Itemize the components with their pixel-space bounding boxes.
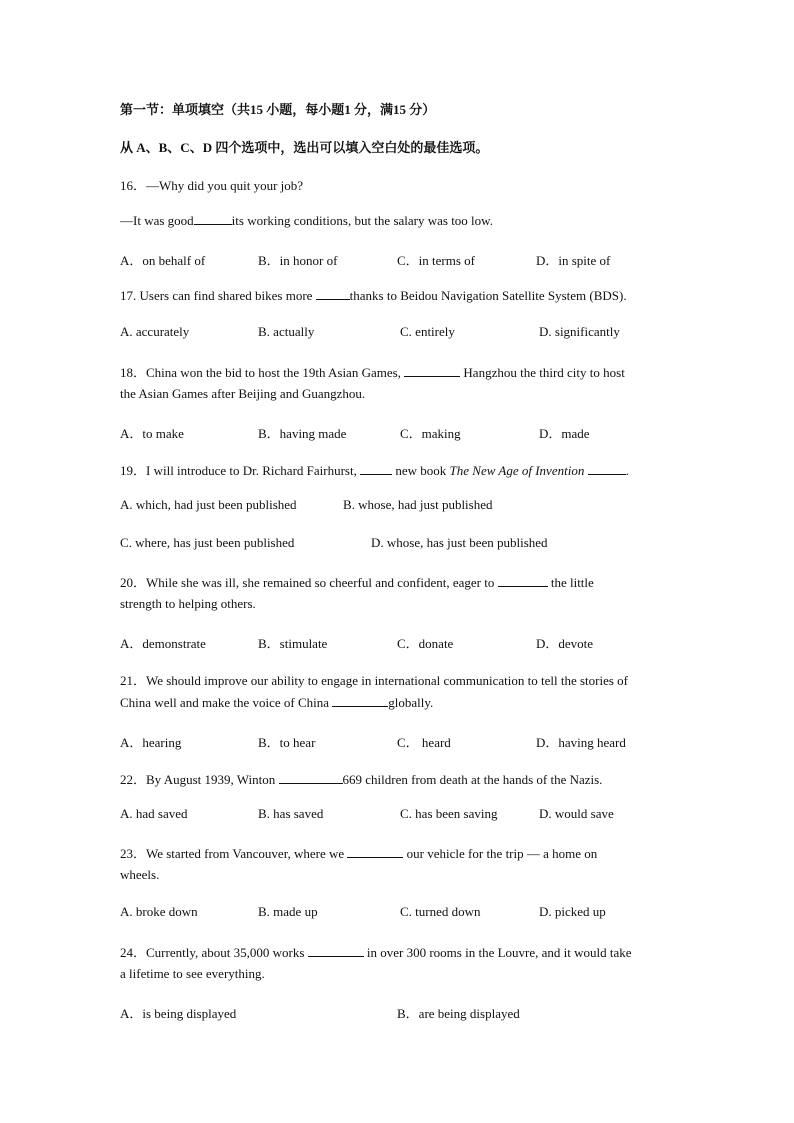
q16-option-b[interactable]: B．in honor of [258,253,338,268]
q16-option-a[interactable]: A．on behalf of [120,253,206,268]
q17-option-c[interactable]: C. entirely [400,324,455,339]
question-20-stem: 20．While she was ill, she remained so cheerful and confident, eager to the little [120,575,594,590]
q19-option-d[interactable]: D. whose, has just been published [371,535,548,550]
q20-option-d[interactable]: D．devote [536,636,594,651]
book-title: The New Age of Invention [449,463,585,478]
q16-option-d[interactable]: D．in spite of [536,253,611,268]
question-22-stem: 22．By August 1939, Winton 669 children from death at the hands of the Nazis. [120,772,603,787]
question-18-line2: the Asian Games after Beijing and Guangzhou. [120,386,366,401]
q17-option-a[interactable]: A. accurately [120,324,190,339]
question-18-stem: 18．China won the bid to host the 19th Asian Games, Hangzhou the third city to host [120,365,625,380]
q20-option-a[interactable]: A．demonstrate [120,636,206,651]
q17-option-b[interactable]: B. actually [258,324,315,339]
q19-option-a[interactable]: A. which, had just been published [120,497,297,512]
question-24-line2: a lifetime to see everything. [120,966,265,981]
answer-blank [316,287,350,300]
q17-option-d[interactable]: D. significantly [539,324,620,339]
question-17-stem: 17. Users can find shared bikes more thanks to Beidou Navigation Satellite System (BDS). [120,288,627,303]
question-20-line2: strength to helping others. [120,596,256,611]
q20-option-b[interactable]: B．stimulate [258,636,328,651]
question-21-line2: China well and make the voice of China globally. [120,695,434,710]
section-instruction: 从 A、B、C、D 四个选项中，选出可以填入空白处的最佳选项。 [120,140,489,155]
answer-blank [194,212,232,225]
section-title: 第一节：单项填空（共15 小题，每小题1 分，满15 分） [120,102,436,117]
answer-blank [308,944,364,957]
q23-option-d[interactable]: D. picked up [539,904,606,919]
answer-blank [588,462,626,475]
q20-option-c[interactable]: C．donate [397,636,454,651]
question-16-stem: 16．—Why did you quit your job? [120,178,304,193]
question-23-stem: 23．We started from Vancouver, where we our vehicle for the trip — a home on [120,846,598,861]
q16-option-c[interactable]: C．in terms of [397,253,475,268]
answer-blank [347,845,403,858]
q18-option-c[interactable]: C．making [400,426,461,441]
answer-blank [279,771,343,784]
q24-option-b[interactable]: B．are being displayed [397,1006,520,1021]
q18-option-b[interactable]: B．having made [258,426,347,441]
question-16-line2: —It was good its working conditions, but the salary was too low. [120,213,493,228]
question-24-stem: 24．Currently, about 35,000 works in over 300 rooms in the Louvre, and it would take [120,945,632,960]
q21-option-c[interactable]: C． heard [397,735,451,750]
question-21-stem: 21．We should improve our ability to engage in international communication to tell the stories of [120,673,629,688]
q23-option-b[interactable]: B. made up [258,904,318,919]
answer-blank [332,694,388,707]
q19-option-c[interactable]: C. where, has just been published [120,535,295,550]
q21-option-a[interactable]: A．hearing [120,735,182,750]
q23-option-a[interactable]: A. broke down [120,904,198,919]
q21-option-d[interactable]: D．having heard [536,735,626,750]
question-19-stem: 19．I will introduce to Dr. Richard Fairhurst, new book The New Age of Invention . [120,463,629,478]
question-23-line2: wheels. [120,867,160,882]
answer-blank [404,364,460,377]
q22-option-b[interactable]: B. has saved [258,806,324,821]
answer-blank [498,574,548,587]
q18-option-d[interactable]: D．made [539,426,590,441]
q19-option-b[interactable]: B. whose, had just published [343,497,493,512]
q22-option-d[interactable]: D. would save [539,806,614,821]
answer-blank [360,462,392,475]
q21-option-b[interactable]: B．to hear [258,735,316,750]
q22-option-a[interactable]: A. had saved [120,806,188,821]
q22-option-c[interactable]: C. has been saving [400,806,498,821]
q24-option-a[interactable]: A．is being displayed [120,1006,237,1021]
q18-option-a[interactable]: A．to make [120,426,184,441]
q23-option-c[interactable]: C. turned down [400,904,481,919]
